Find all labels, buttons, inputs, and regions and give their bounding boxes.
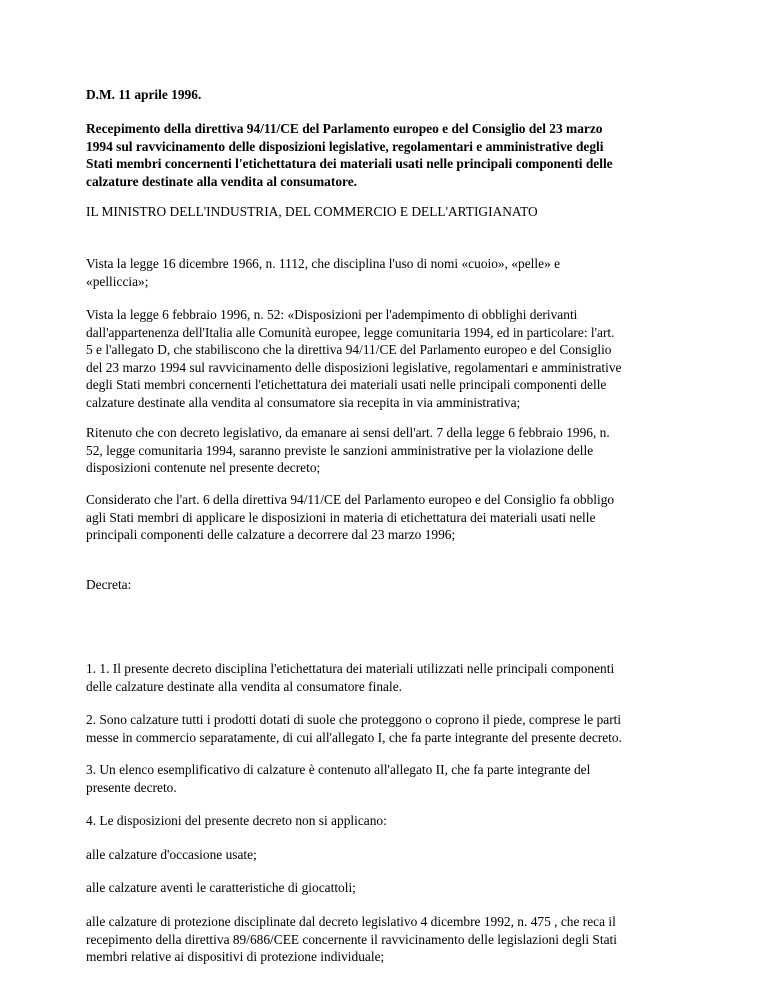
paragraph-line: principali componenti delle calzature a decorrere dal 23 marzo 1996; [86, 527, 456, 543]
paragraph-line: agli Stati membri di applicare le disposizioni in materia di etichettatura dei materiali usati nelle [86, 509, 596, 525]
paragraph-line: Vista la legge 6 febbraio 1996, n. 52: «Disposizioni per l'adempimento di obblighi derivanti [86, 307, 578, 322]
paragraph-line: Ritenuto che con decreto legislativo, da emanare ai sensi dell'art. 7 della legge 6 febbraio 1996, n. [86, 425, 610, 440]
paragraph-line: 4. Le disposizioni del presente decreto non si applicano: [86, 813, 387, 828]
list-item [86, 846, 686, 864]
paragraph-line: alle calzature aventi le caratteristiche di giocattoli; [86, 880, 356, 895]
title-line: Stati membri concernenti l'etichettatura dei materiali usati nelle principali componenti delle [86, 156, 613, 172]
paragraph-line: dall'appartenenza dell'Italia alle Comunità europee, legge comunitaria 1994, ed in particolare: l'art. [86, 324, 615, 340]
preamble-paragraph [86, 491, 686, 544]
paragraph-line: alle calzature d'occasione usate; [86, 847, 257, 862]
paragraph-line: degli Stati membri concernenti l'etichettatura dei materiali usati nelle principali componenti delle [86, 377, 607, 393]
preamble-paragraph [86, 255, 686, 290]
preamble-paragraph [86, 306, 686, 412]
title-line: Recepimento della direttiva 94/11/CE del Parlamento europeo e del Consiglio del 23 marzo [86, 121, 603, 136]
article-paragraph [86, 761, 686, 796]
document-title [86, 120, 686, 190]
paragraph-line: 3. Un elenco esemplificativo di calzature è contenuto all'allegato II, che fa parte integrante del [86, 762, 591, 777]
article-paragraph [86, 660, 686, 695]
date-heading: D.M. 11 aprile 1996. [86, 87, 202, 102]
decreta-heading: Decreta: [86, 577, 132, 592]
article-paragraph [86, 711, 686, 746]
paragraph-line: membri relative ai dispositivi di protezione individuale; [86, 949, 385, 965]
paragraph-line: Vista la legge 16 dicembre 1966, n. 1112, che disciplina l'uso di nomi «cuoio», «pelle» e [86, 256, 561, 271]
paragraph-line: 52, legge comunitaria 1994, saranno previste le sanzioni amministrative per la violazione delle [86, 442, 594, 458]
preamble-paragraph [86, 424, 686, 477]
paragraph-line: presente decreto. [86, 779, 177, 795]
paragraph-line: messe in commercio separatamente, di cui all'allegato I, che fa parte integrante del presente decreto. [86, 729, 622, 745]
title-line: calzature destinate alla vendita al consumatore. [86, 173, 358, 189]
paragraph-line: «pelliccia»; [86, 273, 149, 289]
paragraph-line: delle calzature destinate alla vendita al consumatore finale. [86, 678, 403, 694]
paragraph-line: disposizioni contenute nel presente decreto; [86, 460, 321, 476]
title-line: 1994 sul ravvicinamento delle disposizioni legislative, regolamentari e amministrative degli [86, 138, 604, 154]
paragraph-line: del 23 marzo 1994 sul ravvicinamento delle disposizioni legislative, regolamentari e amministrative [86, 359, 622, 375]
paragraph-line: Considerato che l'art. 6 della direttiva 94/11/CE del Parlamento europeo e del Consiglio fa obbligo [86, 492, 615, 507]
paragraph-line: recepimento della direttiva 89/686/CEE concernente il ravvicinamento delle legislazioni degli Stati [86, 931, 617, 947]
paragraph-line: 1. 1. Il presente decreto disciplina l'etichettatura dei materiali utilizzati nelle principali componenti [86, 661, 615, 676]
list-item [86, 879, 686, 897]
article-paragraph [86, 812, 686, 830]
paragraph-line: alle calzature di protezione disciplinate dal decreto legislativo 4 dicembre 1992, n. 475 , che reca il [86, 914, 616, 929]
paragraph-line: calzature destinate alla vendita al consumatore sia recepita in via amministrativa; [86, 394, 521, 410]
paragraph-line: 2. Sono calzature tutti i prodotti dotati di suole che proteggono o coprono il piede, comprese le parti [86, 712, 622, 727]
issuing-authority: IL MINISTRO DELL'INDUSTRIA, DEL COMMERCIO E DELL'ARTIGIANATO [86, 204, 538, 219]
list-item [86, 913, 686, 966]
paragraph-line: 5 e l'allegato D, che stabiliscono che la direttiva 94/11/CE del Parlamento europeo e del Consiglio [86, 342, 612, 358]
